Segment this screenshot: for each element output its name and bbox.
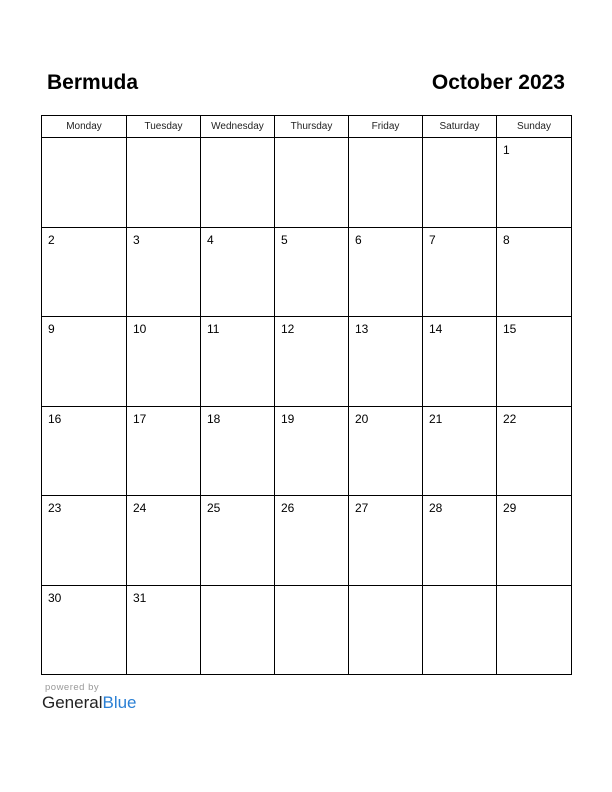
day-cell	[275, 496, 349, 586]
day-number: 13	[355, 322, 369, 336]
day-cell	[201, 317, 275, 407]
weekday-header: Thursday	[275, 116, 349, 138]
day-cell	[423, 406, 497, 496]
weekday-header: Friday	[349, 116, 423, 138]
day-cell	[275, 406, 349, 496]
day-number	[275, 586, 348, 591]
day-cell	[201, 406, 275, 496]
day-cell	[201, 227, 275, 317]
day-number: 6	[355, 232, 362, 247]
weekday-header: Sunday	[497, 116, 572, 138]
day-number: 26	[281, 501, 295, 515]
day-number: 25	[207, 501, 221, 515]
day-cell	[275, 138, 349, 228]
day-cell	[42, 317, 127, 407]
day-cell	[127, 317, 201, 407]
country-title: Bermuda	[47, 71, 139, 94]
day-number: 10	[133, 322, 147, 336]
day-number	[423, 586, 496, 591]
day-number	[349, 586, 422, 591]
logo-blue: Blue	[102, 693, 137, 712]
day-cell	[275, 317, 349, 407]
day-number	[497, 586, 571, 591]
week-row	[42, 138, 572, 228]
day-number: 4	[207, 232, 214, 247]
day-cell	[349, 227, 423, 317]
day-number: 30	[48, 590, 62, 605]
day-number: 27	[355, 501, 369, 515]
calendar-grid	[41, 115, 572, 675]
day-cell	[42, 585, 127, 675]
day-number	[201, 586, 274, 591]
day-cell	[127, 585, 201, 675]
day-number: 2	[48, 232, 55, 247]
week-row	[42, 496, 572, 586]
week-row	[42, 227, 572, 317]
day-number	[275, 138, 348, 143]
day-cell	[275, 585, 349, 675]
day-cell	[497, 227, 572, 317]
weekday-header: Tuesday	[127, 116, 201, 138]
weekday-header: Saturday	[423, 116, 497, 138]
day-cell	[497, 406, 572, 496]
day-number: 8	[503, 232, 510, 247]
day-cell	[42, 406, 127, 496]
day-cell	[497, 496, 572, 586]
day-number: 28	[429, 501, 443, 515]
weekday-header: Wednesday	[201, 116, 275, 138]
day-cell	[349, 585, 423, 675]
day-number	[201, 138, 274, 143]
day-number: 21	[429, 411, 443, 426]
day-cell	[201, 496, 275, 586]
day-cell	[497, 138, 572, 228]
generalblue-logo	[42, 693, 137, 713]
day-number: 11	[207, 322, 220, 336]
day-cell	[42, 138, 127, 228]
day-cell	[349, 406, 423, 496]
day-cell	[423, 138, 497, 228]
week-row	[42, 406, 572, 496]
day-cell	[423, 227, 497, 317]
week-row	[42, 317, 572, 407]
day-cell	[127, 406, 201, 496]
month-title: October 2023	[431, 71, 565, 94]
powered-by-label: powered by	[45, 682, 100, 693]
day-cell	[497, 585, 572, 675]
day-cell	[201, 138, 275, 228]
day-number: 12	[281, 322, 295, 336]
day-number	[423, 138, 496, 143]
day-cell	[127, 227, 201, 317]
day-cell	[349, 317, 423, 407]
day-cell	[423, 317, 497, 407]
day-cell	[275, 227, 349, 317]
day-number: 24	[133, 501, 147, 515]
day-number: 22	[503, 411, 517, 426]
day-number	[349, 138, 422, 143]
day-number: 1	[503, 143, 510, 157]
week-row	[42, 585, 572, 675]
day-number: 31	[133, 590, 147, 605]
day-cell	[423, 496, 497, 586]
day-number: 7	[429, 232, 436, 247]
day-number	[127, 138, 200, 143]
day-cell	[349, 138, 423, 228]
day-cell	[42, 227, 127, 317]
day-cell	[42, 496, 127, 586]
day-number: 23	[48, 501, 62, 515]
day-number: 14	[429, 322, 443, 336]
day-number: 3	[133, 232, 140, 247]
day-cell	[127, 138, 201, 228]
day-cell	[349, 496, 423, 586]
day-number	[42, 138, 126, 143]
weekday-header-row	[42, 116, 572, 138]
day-number: 16	[48, 411, 62, 426]
day-number: 18	[207, 411, 221, 426]
logo-general: General	[42, 693, 103, 712]
weekday-header: Monday	[42, 116, 127, 138]
day-cell	[423, 585, 497, 675]
day-number: 17	[133, 411, 147, 426]
day-cell	[201, 585, 275, 675]
day-number: 20	[355, 411, 369, 426]
day-number: 5	[281, 232, 288, 247]
day-cell	[127, 496, 201, 586]
day-number: 29	[503, 501, 517, 515]
day-number: 9	[48, 322, 55, 336]
day-number: 19	[281, 411, 295, 426]
day-number: 15	[503, 322, 517, 336]
day-cell	[497, 317, 572, 407]
